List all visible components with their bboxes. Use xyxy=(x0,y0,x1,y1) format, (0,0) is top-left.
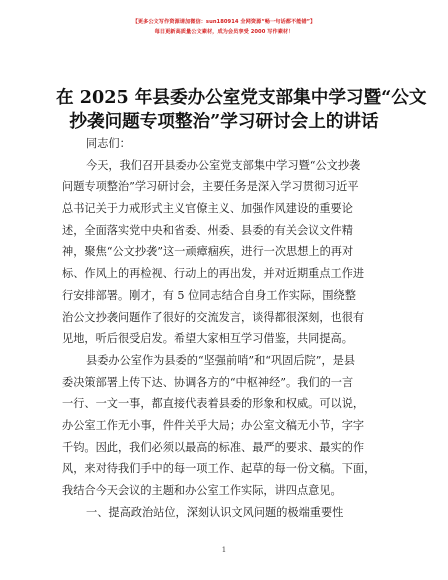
section-heading-1 xyxy=(62,502,388,524)
text-line: 神，聚焦“公文抄袭”这一顽瘴痼疾，进行一次思想上的再对 xyxy=(62,245,354,259)
paragraph-intro xyxy=(62,155,388,350)
page-number: 1 xyxy=(221,546,227,554)
text-line: 办公室工作无小事，件件关乎大局；办公室文稿无小节，字字 xyxy=(62,418,365,432)
text-line: 总书记关于力戒形式主义官僚主义、加强作风建设的重要论 xyxy=(62,202,353,216)
text-line: 今天，我们召开县委办公室党支部集中学习暨“公文抄袭 xyxy=(86,158,361,172)
salutation: 同志们： xyxy=(86,137,131,150)
text-line: 风，来对待我们手中的每一项工作、起草的每一份文稿。下面， xyxy=(62,462,376,476)
promo-banner-line-2: 每日更新高质量公文素材，成为会员享受 2000 写作素材！ xyxy=(154,29,294,35)
paragraph-role xyxy=(62,350,388,502)
document-body xyxy=(62,133,388,523)
text-line: 见地，听后很受启发。希望大家相互学习借鉴，共同提高。 xyxy=(62,332,353,346)
text-line: 我结合今天会议的主题和办公室工作实际，讲四点意见。 xyxy=(62,484,342,497)
text-line: 述，全面落实党中央和省委、州委、县委的有关会议文件精 xyxy=(62,223,353,237)
text-line: 千钧。因此，我们必须以最高的标准、最严的要求、最实的作 xyxy=(62,440,365,454)
text-line: 标、作风上的再检视、行动上的再出发，并对近期重点工作进 xyxy=(62,267,365,281)
promo-banner-line-1: 【更多公文写作资源请加微信：sun180914 全网资源“畅一句话都不能错”】 xyxy=(132,19,316,25)
document-title xyxy=(56,86,427,134)
salutation-paragraph xyxy=(62,133,388,155)
text-line: 问题专项整治”学习研讨会，主要任务是深入学习贯彻习近平 xyxy=(62,180,359,194)
text-line: 县委办公室作为县委的“坚强前哨”和“巩固后院”，是县 xyxy=(86,353,356,367)
title-line-2: 抄袭问题专项整治”学习研讨会上的讲话 xyxy=(69,111,379,132)
text-line: 委决策部署上传下达、协调各方的“中枢神经”。我们的一言 xyxy=(62,375,354,389)
section-heading-text: 一、提高政治站位，深刻认识文风问题的极端重要性 xyxy=(86,505,344,519)
text-line: 治公文抄袭问题作了很好的交流发言，谈得都很深刻，也很有 xyxy=(62,310,365,324)
title-line-1: 在 2025 年县委办公室党支部集中学习暨“公文 xyxy=(56,87,427,108)
text-line: 一行、一文一事，都直接代表着县委的形象和权威。可以说， xyxy=(62,397,365,411)
text-line: 行安排部署。刚才，有 5 位同志结合自身工作实际，围绕整 xyxy=(62,288,356,302)
